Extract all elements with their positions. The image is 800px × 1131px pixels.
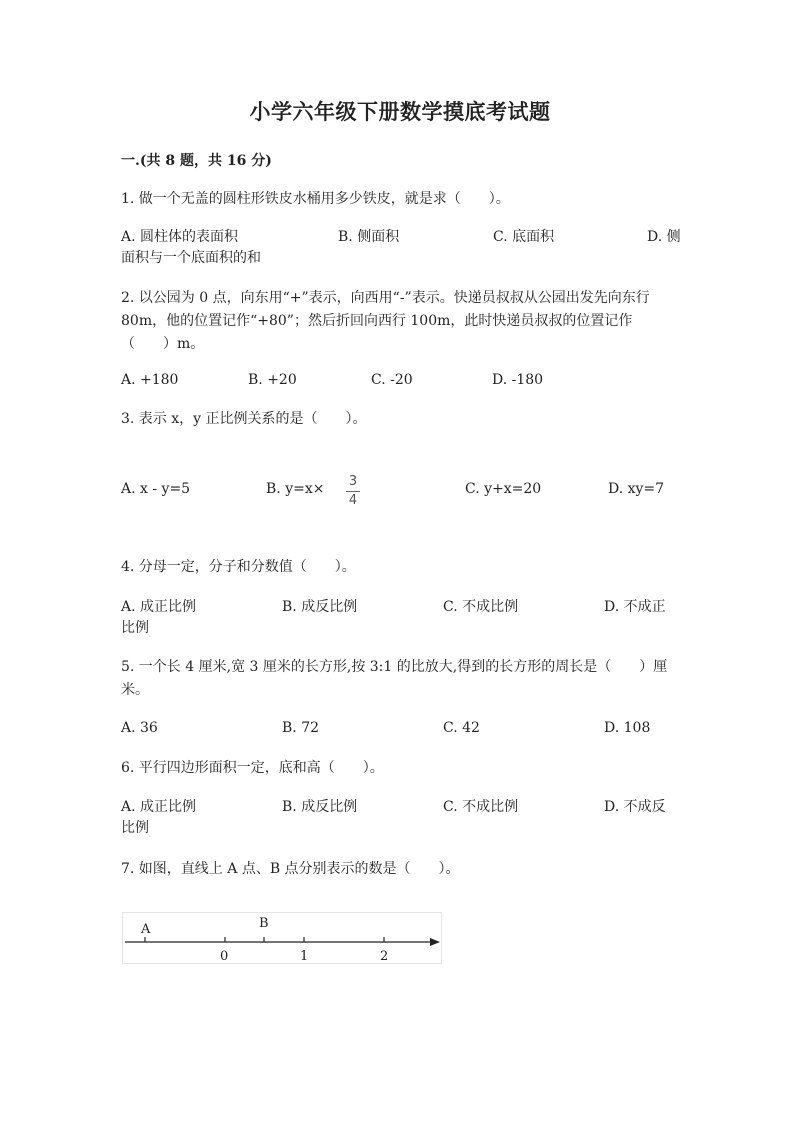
- figure-border: [123, 913, 442, 964]
- q5-option-b: B. 72: [282, 720, 320, 736]
- tick-label-0: 0: [220, 949, 229, 964]
- q2-option-d: D. -180: [492, 372, 544, 388]
- point-b-label: B: [259, 916, 269, 931]
- q4-option-d-continued: 比例: [121, 620, 149, 636]
- point-a-label: A: [141, 922, 151, 937]
- section-header: 一.(共 8 题，共 16 分): [121, 153, 272, 169]
- q6-option-d: D. 不成反: [604, 799, 666, 815]
- tick-label-2: 2: [380, 949, 389, 964]
- number-line-svg: [122, 912, 442, 964]
- q1-option-d-continued: 面积与一个底面积的和: [121, 250, 261, 266]
- question-1: 1. 做一个无盖的圆柱形铁皮水桶用多少铁皮，就是求（ ）。: [121, 191, 510, 207]
- q3-option-b: B. y=x×: [266, 481, 325, 497]
- q3-option-d: D. xy=7: [608, 481, 665, 497]
- q1-option-d: D. 侧: [647, 229, 681, 245]
- question-7: 7. 如图，直线上 A 点、B 点分别表示的数是（ ）。: [121, 861, 460, 877]
- q5-option-a: A. 36: [121, 720, 158, 736]
- q6-option-d-continued: 比例: [121, 820, 149, 836]
- q1-option-a: A. 圆柱体的表面积: [121, 229, 239, 245]
- question-2: 2. 以公园为 0 点，向东用“+”表示，向西用“-”表示。快递员叔叔从公园出发先向东行 80m，他的位置记作“+80”；然后折回向西行 100m，此时快递员叔叔的位置记作（ ）m。: [121, 290, 650, 352]
- tick-label-1: 1: [300, 949, 309, 964]
- q2-option-c: C. -20: [371, 372, 413, 388]
- q6-option-b: B. 成反比例: [282, 799, 358, 815]
- q6-option-c: C. 不成比例: [443, 799, 519, 815]
- q2-option-b: B. +20: [248, 372, 297, 388]
- question-5: 5. 一个长 4 厘米,宽 3 厘米的长方形,按 3:1 的比放大,得到的长方形的周长是（ ）厘米。: [121, 659, 668, 698]
- question-4: 4. 分母一定，分子和分数值（ ）。: [121, 559, 356, 575]
- q5-option-c: C. 42: [443, 720, 480, 736]
- fraction-bar: [346, 491, 360, 492]
- q2-option-a: A. +180: [121, 372, 179, 388]
- question-3: 3. 表示 x，y 正比例关系的是（ ）。: [121, 411, 367, 427]
- q4-option-c: C. 不成比例: [443, 599, 519, 615]
- q4-option-d: D. 不成正: [604, 599, 666, 615]
- question-6: 6. 平行四边形面积一定，底和高（ ）。: [121, 760, 384, 776]
- q4-option-b: B. 成反比例: [282, 599, 358, 615]
- q6-option-a: A. 成正比例: [121, 799, 197, 815]
- page-title: 小学六年级下册数学摸底考试题: [249, 99, 551, 124]
- q3-option-a: A. x - y=5: [121, 481, 191, 497]
- q3-option-b-fraction: [346, 474, 360, 509]
- arrow-head-icon: [430, 938, 440, 946]
- q5-option-d: D. 108: [604, 720, 651, 736]
- fraction-denominator: 4: [348, 493, 358, 508]
- q4-option-a: A. 成正比例: [121, 599, 197, 615]
- q1-option-b: B. 侧面积: [338, 229, 400, 245]
- q3-option-c: C. y+x=20: [465, 481, 542, 497]
- fraction-numerator: 3: [348, 474, 358, 489]
- number-line-figure: [122, 912, 442, 964]
- q1-option-c: C. 底面积: [493, 229, 555, 245]
